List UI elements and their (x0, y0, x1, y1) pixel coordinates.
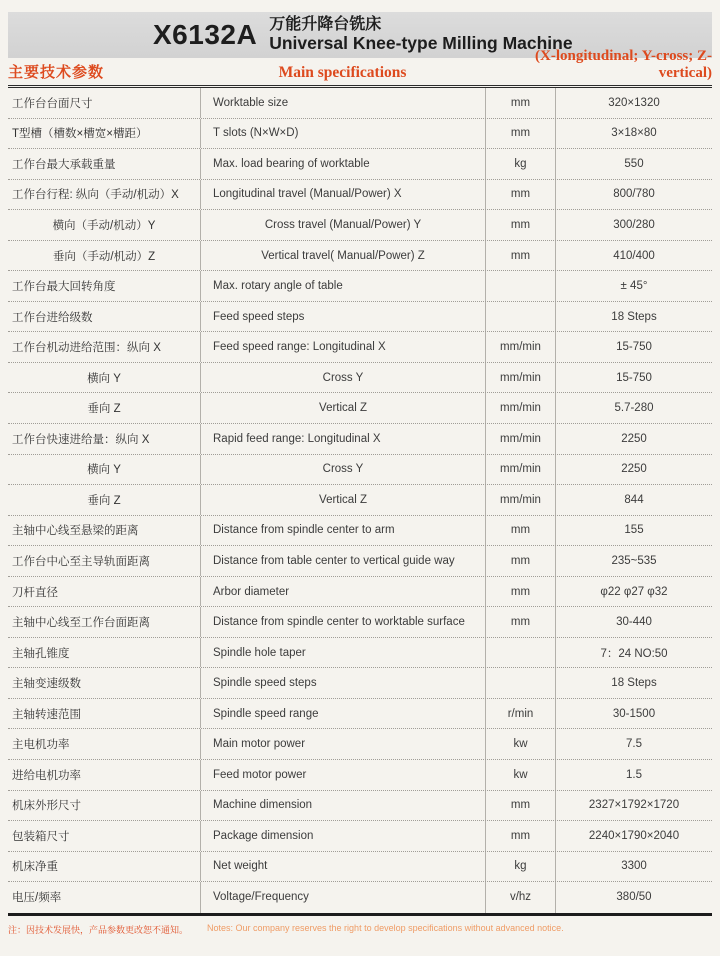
spec-table-header (8, 48, 712, 88)
spec-unit: mm (485, 546, 555, 576)
table-row (8, 852, 712, 883)
table-row (8, 485, 712, 516)
spec-header-en: Main specifications (278, 64, 407, 81)
spec-unit: mm (485, 577, 555, 607)
spec-name-cn: 横向 Y (87, 372, 121, 385)
spec-unit: mm/min (485, 455, 555, 485)
spec-unit: mm (485, 88, 555, 118)
table-row (8, 302, 712, 333)
spec-name-cn: 机床外形尺寸 (12, 800, 81, 813)
spec-name-en: Package dimension (200, 821, 485, 851)
spec-unit: r/min (485, 699, 555, 729)
spec-value: 5.7-280 (555, 393, 712, 423)
spec-unit: kw (485, 729, 555, 759)
spec-name-en: Spindle speed steps (200, 668, 485, 698)
spec-header-cn: 主要技术参数 (8, 64, 105, 81)
table-row (8, 821, 712, 852)
table-row (8, 546, 712, 577)
table-row (8, 119, 712, 150)
spec-unit: mm/min (485, 424, 555, 454)
spec-value: 18 Steps (555, 302, 712, 332)
spec-name-cn: 垂向 Z (87, 403, 121, 416)
spec-name-cn: 主轴中心线至悬梁的距离 (12, 525, 139, 538)
spec-name-en: Vertical travel( Manual/Power) Z (200, 241, 485, 271)
spec-value: 1.5 (555, 760, 712, 790)
spec-table-body (8, 88, 712, 916)
spec-name-en: Vertical Z (200, 393, 485, 423)
spec-name-en: Voltage/Frequency (200, 882, 485, 913)
spec-value: 7：24 NO:50 (555, 638, 712, 668)
spec-name-cn: 工作台最大回转角度 (12, 281, 116, 294)
spec-name-en: Feed speed range: Longitudinal X (200, 332, 485, 362)
spec-name-cn: 工作台行程: 纵向（手动/机动）X (12, 189, 179, 202)
spec-unit: mm/min (485, 363, 555, 393)
spec-name-en: Worktable size (200, 88, 485, 118)
table-row (8, 455, 712, 486)
spec-value: 235~535 (555, 546, 712, 576)
spec-value: 3×18×80 (555, 119, 712, 149)
table-row (8, 668, 712, 699)
spec-value: 155 (555, 516, 712, 546)
spec-name-en: Spindle hole taper (200, 638, 485, 668)
spec-value: 18 Steps (555, 668, 712, 698)
spec-name-cn: 主电机功率 (12, 739, 70, 752)
machine-model: X6132A (153, 19, 258, 50)
table-row (8, 271, 712, 302)
spec-name-en: Vertical Z (200, 485, 485, 515)
spec-unit: mm (485, 119, 555, 149)
machine-title-en: Universal Knee-type Milling Machine (269, 33, 573, 54)
spec-unit: mm (485, 607, 555, 637)
spec-name-en: Distance from spindle center to worktable surface (200, 607, 485, 637)
spec-name-cn: T型槽（槽数×槽宽×槽距） (12, 128, 148, 141)
spec-name-cn: 刀杆直径 (12, 586, 58, 599)
spec-unit (485, 668, 555, 698)
spec-unit: kg (485, 852, 555, 882)
spec-name-cn: 横向（手动/机动）Y (52, 219, 156, 232)
spec-name-cn: 垂向 Z (87, 494, 121, 507)
footer-note-cn: 注：因技术发展快，产品参数更改恕不通知。 (8, 924, 189, 935)
table-row (8, 332, 712, 363)
spec-name-cn: 工作台进给级数 (12, 311, 93, 324)
spec-value: 380/50 (555, 882, 712, 913)
table-row (8, 363, 712, 394)
spec-unit: v/hz (485, 882, 555, 913)
spec-name-en: Machine dimension (200, 791, 485, 821)
spec-name-en: Cross Y (200, 455, 485, 485)
spec-name-cn: 工作台快速进给量：纵向 X (12, 433, 150, 446)
spec-name-en: Main motor power (200, 729, 485, 759)
spec-value: 2250 (555, 455, 712, 485)
table-row (8, 516, 712, 547)
spec-name-en: Spindle speed range (200, 699, 485, 729)
spec-value: 800/780 (555, 180, 712, 210)
spec-name-cn: 包装箱尺寸 (12, 830, 70, 843)
spec-name-cn: 工作台机动进给范围：纵向 X (12, 342, 161, 355)
footer-note-en: Notes: Our company reserves the right to develop specifications without advanced notice. (207, 922, 564, 933)
spec-name-cn: 机床净重 (12, 861, 58, 874)
spec-header-axes-legend: (X-longitudinal; Y-cross; Z-vertical) (535, 48, 712, 81)
spec-name-en: Net weight (200, 852, 485, 882)
spec-value: 30-1500 (555, 699, 712, 729)
spec-unit: mm (485, 791, 555, 821)
table-row (8, 393, 712, 424)
spec-name-en: T slots (N×W×D) (200, 119, 485, 149)
spec-unit: mm (485, 516, 555, 546)
spec-value: ± 45° (555, 271, 712, 301)
spec-name-en: Max. load bearing of worktable (200, 149, 485, 179)
machine-title-cn: 万能升降台铣床 (269, 16, 382, 34)
spec-name-en: Max. rotary angle of table (200, 271, 485, 301)
spec-value: 550 (555, 149, 712, 179)
table-row (8, 882, 712, 913)
table-row (8, 241, 712, 272)
spec-value: φ22 φ27 φ32 (555, 577, 712, 607)
spec-unit (485, 271, 555, 301)
table-row (8, 88, 712, 119)
spec-name-cn: 主轴孔锥度 (12, 647, 70, 660)
spec-name-cn: 电压/频率 (12, 892, 62, 905)
spec-value: 2240×1790×2040 (555, 821, 712, 851)
spec-name-cn: 工作台台面尺寸 (12, 97, 93, 110)
table-row (8, 638, 712, 669)
spec-value: 3300 (555, 852, 712, 882)
table-row (8, 791, 712, 822)
spec-value: 15-750 (555, 363, 712, 393)
spec-value: 30-440 (555, 607, 712, 637)
spec-name-en: Feed speed steps (200, 302, 485, 332)
spec-name-cn: 横向 Y (87, 464, 121, 477)
spec-name-cn: 主轴转速范围 (12, 708, 81, 721)
spec-unit (485, 638, 555, 668)
spec-unit (485, 302, 555, 332)
spec-unit: mm/min (485, 393, 555, 423)
spec-value: 844 (555, 485, 712, 515)
spec-value: 410/400 (555, 241, 712, 271)
spec-name-cn: 工作台中心至主导轨面距离 (12, 555, 150, 568)
table-row (8, 424, 712, 455)
spec-unit: mm/min (485, 485, 555, 515)
spec-sheet-page (0, 12, 720, 956)
table-row (8, 729, 712, 760)
spec-name-cn: 进给电机功率 (12, 769, 81, 782)
table-row (8, 180, 712, 211)
spec-name-en: Arbor diameter (200, 577, 485, 607)
table-row (8, 149, 712, 180)
spec-name-cn: 主轴变速级数 (12, 678, 81, 691)
spec-value: 2327×1792×1720 (555, 791, 712, 821)
spec-unit: mm (485, 821, 555, 851)
spec-value: 320×1320 (555, 88, 712, 118)
spec-value: 300/280 (555, 210, 712, 240)
table-row (8, 577, 712, 608)
spec-name-cn: 垂向（手动/机动）Z (52, 250, 156, 263)
spec-name-en: Cross Y (200, 363, 485, 393)
spec-unit: mm/min (485, 332, 555, 362)
spec-unit: mm (485, 180, 555, 210)
footer-notes (8, 923, 712, 936)
spec-name-cn: 工作台最大承载重量 (12, 158, 116, 171)
spec-value: 15-750 (555, 332, 712, 362)
spec-name-en: Cross travel (Manual/Power) Y (200, 210, 485, 240)
spec-unit: mm (485, 210, 555, 240)
table-row (8, 210, 712, 241)
spec-unit: kg (485, 149, 555, 179)
table-row (8, 699, 712, 730)
table-row (8, 607, 712, 638)
spec-name-en: Distance from spindle center to arm (200, 516, 485, 546)
spec-name-en: Distance from table center to vertical guide way (200, 546, 485, 576)
spec-unit: mm (485, 241, 555, 271)
spec-name-en: Feed motor power (200, 760, 485, 790)
spec-name-cn: 主轴中心线至工作台面距离 (12, 617, 150, 630)
spec-name-en: Rapid feed range: Longitudinal X (200, 424, 485, 454)
table-row (8, 760, 712, 791)
spec-value: 7.5 (555, 729, 712, 759)
spec-value: 2250 (555, 424, 712, 454)
spec-unit: kw (485, 760, 555, 790)
spec-name-en: Longitudinal travel (Manual/Power) X (200, 180, 485, 210)
